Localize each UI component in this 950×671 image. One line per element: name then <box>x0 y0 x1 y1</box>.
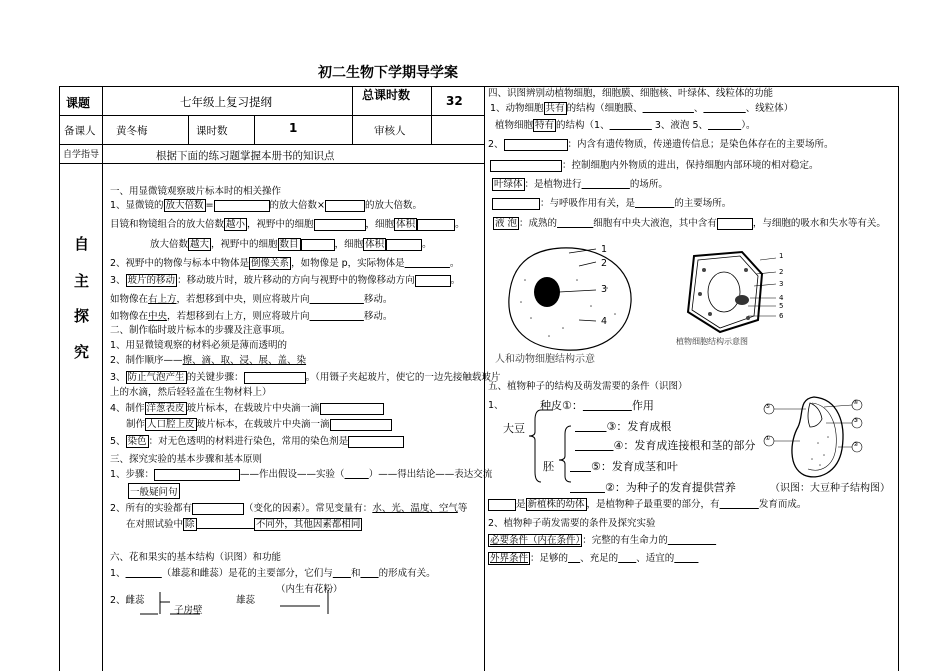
topic-label: 课题 <box>66 96 91 110</box>
embryo-label: 胚 <box>543 460 554 473</box>
plant-label-6: 6 <box>779 312 784 320</box>
preparer-value: 黄冬梅 <box>116 125 148 137</box>
side-char: 探 <box>74 307 90 325</box>
line-3b: 如物像在右上方，若想移到中央，则应将玻片向 移动。 <box>110 294 393 305</box>
table-row-line <box>59 163 484 164</box>
seed-label-4: ④ <box>853 399 859 406</box>
plant-label-4: 4 <box>779 294 784 302</box>
s6-line-1: 1、 （雄蕊和雌蕊）是花的主要部分，它们与 和 的形成有关。 <box>110 568 436 579</box>
plant-label-5: 5 <box>779 302 784 310</box>
s6-pistil: 2、雌蕊 <box>110 595 145 606</box>
table-col-line <box>102 86 103 671</box>
r-line-9: 外界条件 ：足够的 、充足的 、适宜的 <box>490 553 675 564</box>
bean-seed-diagram <box>762 393 872 483</box>
table-col-line <box>431 86 432 115</box>
r-line-1: 1、动物细胞 共有 的结构（细胞膜、 、 、线粒体） <box>490 103 794 114</box>
s3-line-2b: 在对照试验中 除 不同外，其他因素都相同 <box>126 519 361 530</box>
plant-cell-diagram <box>680 248 780 338</box>
total-hours-value: 32 <box>446 94 463 108</box>
s6-stamen: 雄蕊 <box>236 595 256 606</box>
plant-label-1: 1 <box>779 252 784 260</box>
s2-line-5: 5、 染色 ：对无色透明的材料进行染色，常用的染色剂是 <box>110 433 404 448</box>
guide-label: 自学指导 <box>63 150 100 160</box>
seed-label-5: ⑤ <box>765 403 771 410</box>
line-2a: 2、视野中的物像与标本中物体是 倒像关系 ，如物像是 p，实际物体是 。 <box>110 258 460 269</box>
r-line-5: 液 泡 ：成熟的 细胞有中央大液泡，其中含有 ，与细胞的吸水和失水等有关。 <box>495 218 886 229</box>
s2-line-1: 1、用显微镜观察的材料必须是薄而透明的 <box>110 340 288 351</box>
table-border-left <box>59 86 60 671</box>
animal-cell-diagram <box>491 240 651 360</box>
line-1a: 1、显微镜的 放大倍数 = 的放大倍数× 的放大倍数。 <box>110 200 423 211</box>
r-line-7: 2、植物种子萌发需要的条件及探究实验 <box>488 518 656 529</box>
table-col-line <box>352 115 353 144</box>
r-line-6: 是 新植株的幼体 ，是植物种子最重要的部分，有 发育而成。 <box>488 496 806 511</box>
seed-label-1: ① <box>765 435 771 442</box>
plant-label-2: 2 <box>779 268 784 276</box>
r-line-1b: 植物细胞 特有 的结构（1、 3、液泡 5、 ）。 <box>495 120 756 131</box>
line-3c: 如物像在中央，若想移到右上方，则应将玻片向 移动。 <box>110 311 393 322</box>
s2-line-4b: 制作 人口腔上皮 玻片标本，在载玻片中央滴一滴 <box>126 416 392 431</box>
section-4-title: 四、识图辨别动植物细胞，细胞膜、细胞核、叶绿体、线粒体的功能 <box>488 88 774 99</box>
table-col-line <box>431 115 432 144</box>
total-hours-label: 总课时数 <box>362 88 411 102</box>
table-border-top <box>59 86 484 87</box>
item-4-line: ④：发育成连接根和茎的部分 <box>613 439 756 452</box>
table-row-line <box>59 115 484 116</box>
item-5-line: ⑤：发育成茎和叶 <box>590 460 678 473</box>
s2-line-4: 4、制作 洋葱表皮 玻片标本，在载玻片中央滴一滴 <box>110 400 384 415</box>
seedcoat-line: 种皮①： 作用 <box>540 399 654 412</box>
line-1c: 放大倍数 越大 ，视野中的细胞 数目 ，细胞 体积 。 <box>150 239 432 250</box>
r-line-3: 叶绿体 ：是植物进行 的场所。 <box>494 179 668 190</box>
section-2-title: 二、制作临时玻片标本的步骤及注意事项。 <box>110 325 291 336</box>
flower-bracket-lines <box>130 588 340 618</box>
r-line-4: ：与呼吸作用有关，是 的主要场所。 <box>492 195 731 210</box>
seed-label-2: ② <box>853 441 859 448</box>
section-5-title: 五、植物种子的结构及萌发需要的条件（识图） <box>488 381 688 392</box>
r-line-2: 2、 ：内含有遗传物质，传递遗传信息；是染色体存在的主要场所。 <box>488 139 834 150</box>
r-line-8: 必要条件（内在条件） ：完整的有生命力的 <box>490 535 668 546</box>
section-3-title: 三、探究实验的基本步骤和基本原则 <box>110 454 263 465</box>
seed-label-3: ③ <box>853 417 859 424</box>
section-6-title: 六、花和果实的基本结构（识图）和功能 <box>110 552 282 563</box>
reviewer-label: 审核人 <box>374 125 406 137</box>
animal-label-1: 1 <box>601 244 608 255</box>
seed-bracket-lines <box>527 398 597 488</box>
s6-ovary-wall: 子房壁 <box>174 605 203 616</box>
preparer-label: 备课人 <box>64 125 96 137</box>
animal-cell-caption: 人和动物细胞结构示意 <box>495 354 595 365</box>
r-line-2b: ：控制细胞内外物质的进出，保持细胞内部环境的相对稳定。 <box>490 157 819 172</box>
guide-text: 根据下面的练习题掌握本册书的知识点 <box>156 150 335 162</box>
s3-line-1: 1、步骤： ——作出假设——实验（ ）——得出结论——表达交流 <box>110 469 493 480</box>
plant-label-3: 3 <box>779 280 784 288</box>
s2-line-3: 3、 防止气泡产生 的关键步骤： 。（用镊子夹起玻片，使它的一边先接触载玻片 <box>110 372 501 383</box>
page-title: 初二生物下学期导学案 <box>318 65 458 81</box>
animal-label-3: 3 <box>601 284 608 295</box>
side-char: 主 <box>74 272 90 290</box>
s6-pollen-note: （内生有花粉） <box>276 584 343 595</box>
item-3-line: ③：发育成根 <box>606 420 672 433</box>
line-1b: 目镜和物镜组合的放大倍数 越小 ，视野中的细胞 ，细胞 体积 。 <box>110 219 465 230</box>
table-col-line <box>254 115 255 144</box>
table-row-line <box>59 144 484 145</box>
line-3a: 3、 玻片的移动 ：移动玻片时，玻片移动的方向与视野中的物像移动方向 。 <box>110 275 461 286</box>
plant-cell-caption: 植物细胞结构示意图 <box>676 337 748 346</box>
s2-line-3b: 上的水滴，然后轻轻盖在生物材料上） <box>110 387 272 398</box>
table-border-right <box>898 86 899 671</box>
item-2-line: ②：为种子的发育提供营养 <box>604 481 736 494</box>
bean-label: 大豆 <box>503 422 525 435</box>
s2-line-2: 2、制作顺序——擦、滴、取、浸、展、盖、染 <box>110 355 307 366</box>
animal-label-4: 4 <box>601 316 608 327</box>
s5-number: 1、 <box>488 400 504 411</box>
s3-question-box: 一般疑问句 <box>128 483 180 499</box>
seed-diagram-caption: （识图：大豆种子结构图） <box>770 483 890 494</box>
table-col-line <box>188 115 189 144</box>
table-col-line <box>352 86 353 115</box>
side-char: 自 <box>74 235 90 253</box>
s3-line-2: 2、所有的实验都有 （变化的因素）。常见变量有：水、光、温度、空气等 <box>110 503 468 514</box>
hours-label: 课时数 <box>196 125 228 137</box>
animal-label-2: 2 <box>601 258 608 269</box>
topic-value: 七年级上复习提纲 <box>180 95 272 109</box>
side-char: 究 <box>74 343 90 361</box>
section-1-title: 一、用显微镜观察玻片标本时的相关操作 <box>110 186 282 197</box>
hours-value: 1 <box>289 121 298 135</box>
